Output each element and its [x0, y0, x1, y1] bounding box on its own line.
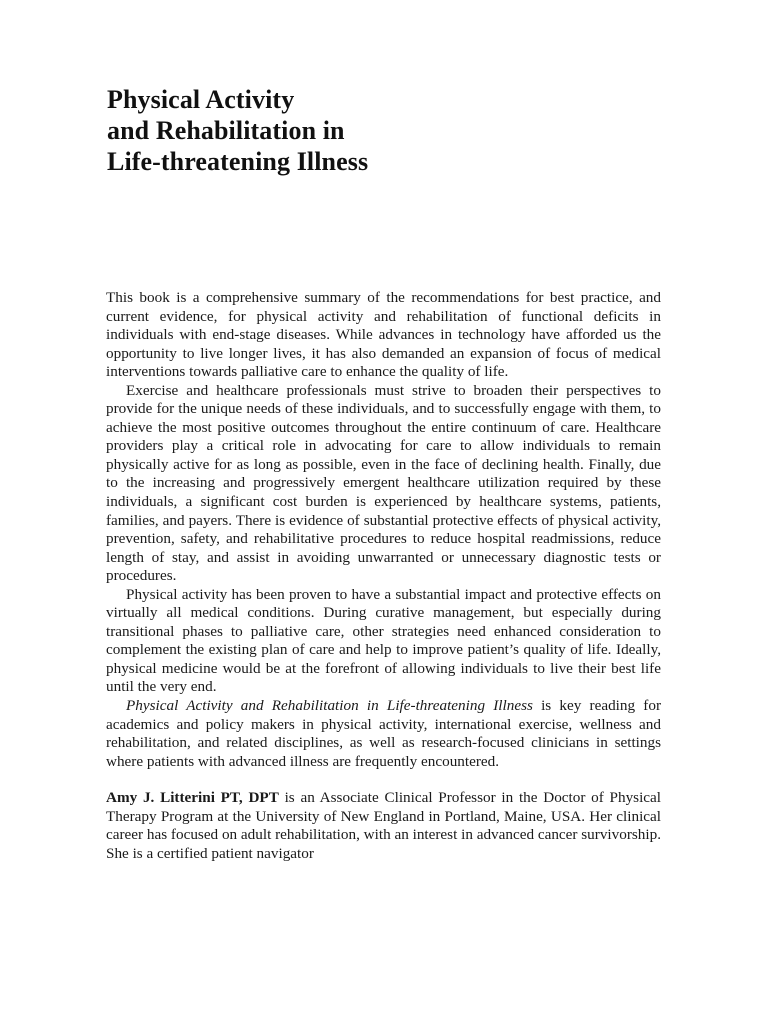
- author-name: Amy J. Litterini PT, DPT: [106, 789, 279, 807]
- title-line-2: and Rehabilitation in: [107, 116, 345, 145]
- description-paragraph-3: Physical activity has been proven to have a substantial impact and protective effects on virtually all medical conditions. During curative management, but especially during transitional phases to palliative care, other strategies need enhanced consideration to complement the existing plan of care and help to improve patient’s quality of life. Ideally, physical medicine would be at the forefront of allowing individuals to live their best life until the very end.: [106, 585, 661, 696]
- book-title-italic: Physical Activity and Rehabilitation in Life-threatening Illness: [126, 697, 533, 715]
- book-title: [107, 84, 667, 177]
- title-line-1: Physical Activity: [107, 85, 295, 114]
- title-line-3: Life-threatening Illness: [107, 147, 369, 176]
- description-paragraph-1: This book is a comprehensive summary of the recommendations for best practice, and current evidence, for physical activity and rehabilitation of functional deficits in individuals with end-stage diseases. While advances in technology have afforded us the opportunity to live longer lives, it has also demanded an expansion of focus of medical interventions towards palliative care to enhance the quality of life.: [106, 289, 661, 381]
- description-paragraph-4: [106, 697, 661, 771]
- description-paragraph-2: Exercise and healthcare professionals must strive to broaden their perspectives to provide for the unique needs of these individuals, and to successfully engage with them, to achieve the most positive outcomes throughout the entire continuum of care. Healthcare providers play a critical role in advocating for care to allow individuals to remain physically active for as long as possible, even in the face of declining health. Finally, due to the increasing and progressively emergent healthcare utilization required by these individuals, a significant cost burden is experienced by healthcare systems, patients, families, and payers. There is evidence of substantial protective effects of physical activity, prevention, safety, and rehabilitative procedures to reduce hospital readmissions, reduce length of stay, and assist in avoiding unwarranted or unnecessary diagnostic tests or procedures.: [106, 381, 661, 585]
- paragraph-4-text: is key reading for academics and policy makers in physical activity, international exercise, wellness and rehabilitation, and related disciplines, as well as research-focused clinicians in settings where patients with advanced illness are frequently encountered.: [106, 697, 661, 770]
- author-bio-text: is an Associate Clinical Professor in the Doctor of Physical Therapy Program at the University of New England in Portland, Maine, USA. Her clinical career has focused on adult rehabilitation, with an interest in advanced cancer survivorship. She is a certified patient navigator: [106, 789, 662, 862]
- author-bio: [106, 789, 661, 863]
- book-description: [106, 289, 661, 863]
